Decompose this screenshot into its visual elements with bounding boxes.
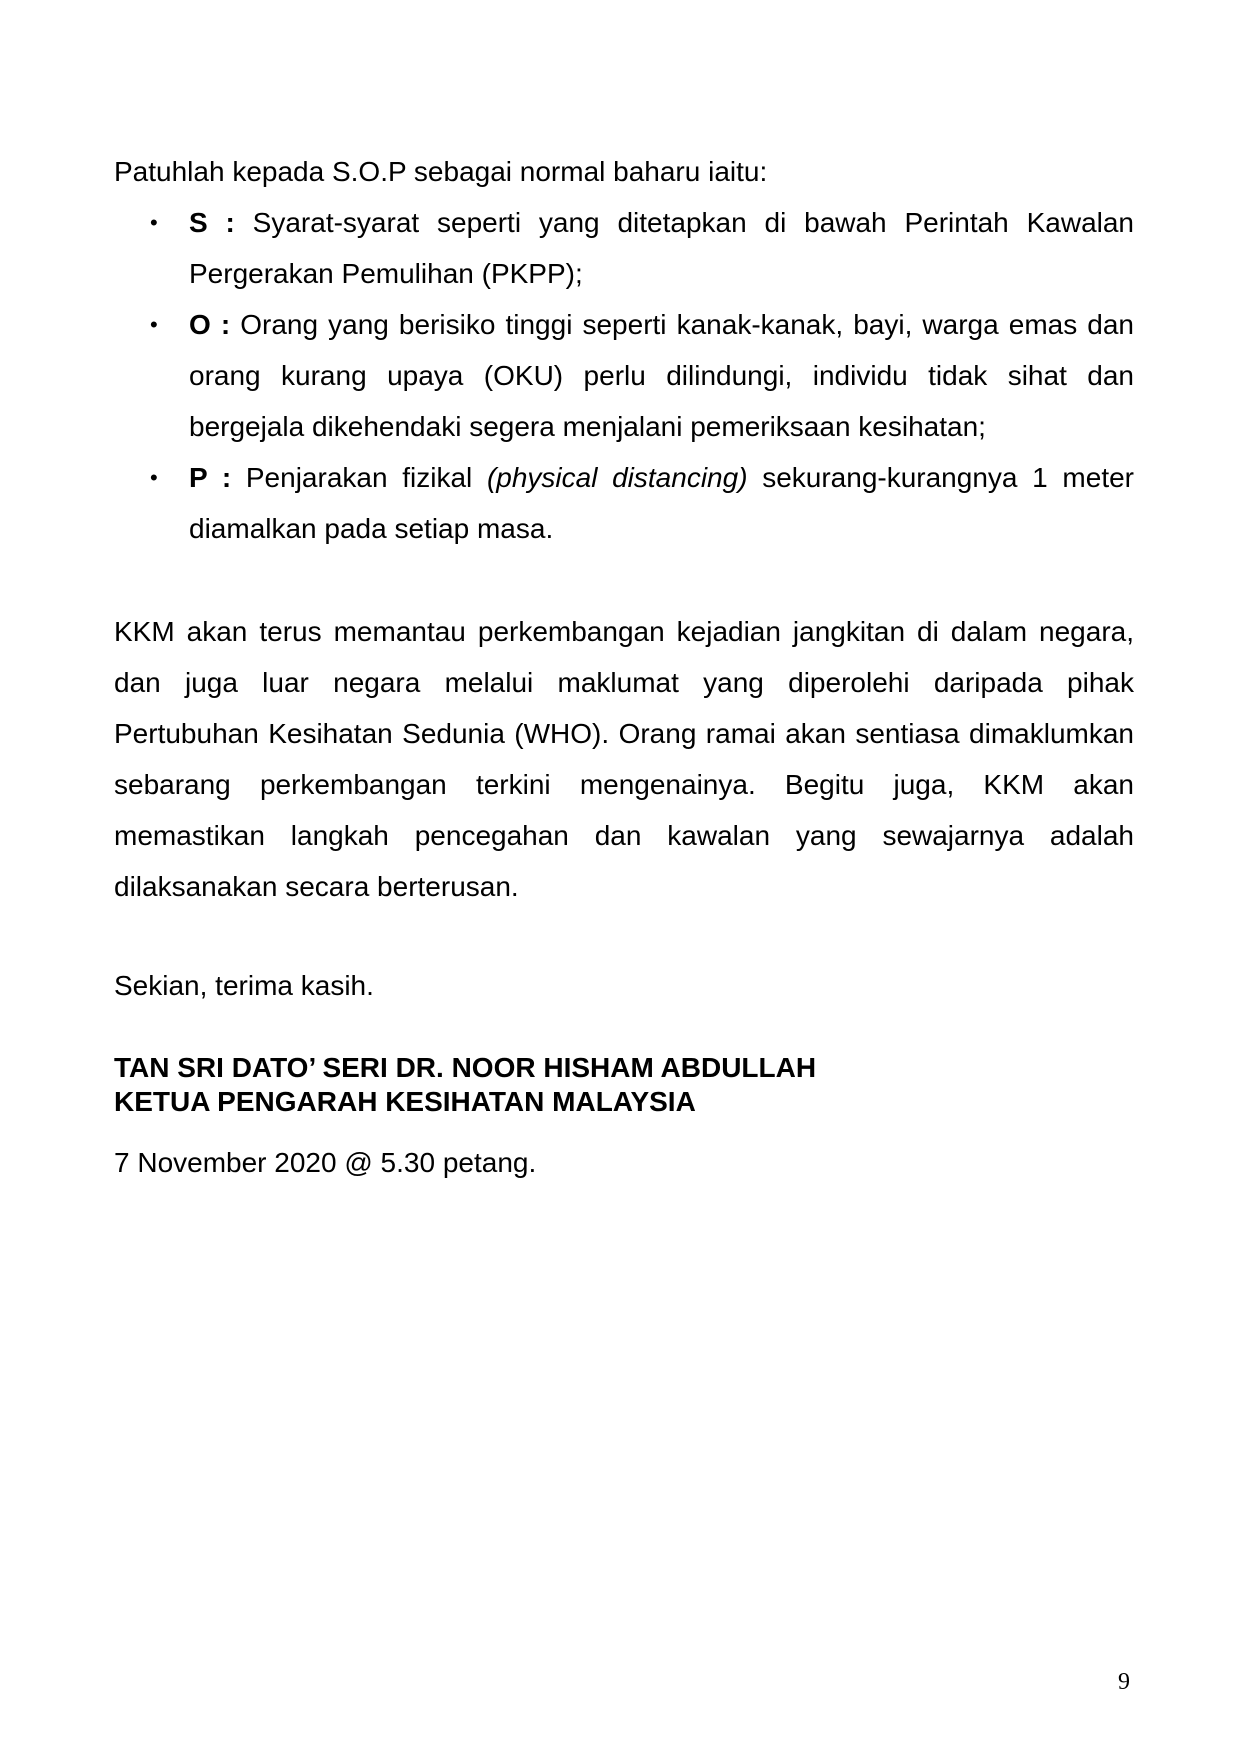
release-date: 7 November 2020 @ 5.30 petang. xyxy=(114,1147,537,1178)
sop-text-italic: (physical distancing) xyxy=(486,462,748,493)
sop-text: Syarat-syarat seperti yang ditetapkan di bawah Perintah Kawalan Pergerakan Pemulihan (PKPP); xyxy=(189,207,1135,289)
bullet-icon: • xyxy=(150,465,158,490)
sop-text: Penjarakan fizikal xyxy=(231,462,487,493)
closing-line: Sekian, terima kasih. xyxy=(114,970,374,1001)
spacer xyxy=(114,554,1134,606)
sop-text: sekurang-kurangnya 1 meter diamalkan pada setiap masa. xyxy=(189,462,1134,544)
sop-intro: Patuhlah kepada S.O.P sebagai normal baharu iaitu: xyxy=(114,156,768,187)
sop-letter: P : xyxy=(189,462,232,493)
sop-letter: O : xyxy=(189,309,231,340)
bullet-icon: • xyxy=(150,210,158,235)
signatory-title: KETUA PENGARAH KESIHATAN MALAYSIA xyxy=(114,1086,696,1117)
spacer xyxy=(114,912,1134,960)
spacer xyxy=(114,1011,1134,1051)
sop-text: Orang yang berisiko tinggi seperti kanak-kanak, bayi, warga emas dan orang kurang upaya (OKU) perlu dilindungi, individu tidak sihat dan bergejala dikehendaki segera menjalani pemeriksaan kesihatan; xyxy=(189,309,1135,442)
sop-letter: S : xyxy=(189,207,235,238)
page-number: 9 xyxy=(1118,1669,1130,1695)
sop-item-p xyxy=(114,452,1134,554)
sop-list xyxy=(114,197,1134,554)
bullet-icon: • xyxy=(150,312,158,337)
document-body xyxy=(114,146,1134,1188)
monitoring-paragraph: KKM akan terus memantau perkembangan kejadian jangkitan di dalam negara, dan juga luar negara melalui maklumat yang diperolehi daripada pihak Pertubuhan Kesihatan Sedunia (WHO). Orang ramai akan sentiasa dimaklumkan sebarang perkembangan terkini mengenainya. Begitu juga, KKM akan memastikan langkah pencegahan dan kawalan yang sewajarnya adalah dilaksanakan secara berterusan. xyxy=(114,616,1134,902)
sop-item-o xyxy=(114,299,1134,452)
signatory-name: TAN SRI DATO’ SERI DR. NOOR HISHAM ABDULLAH xyxy=(114,1052,817,1083)
sop-item-s xyxy=(114,197,1134,299)
